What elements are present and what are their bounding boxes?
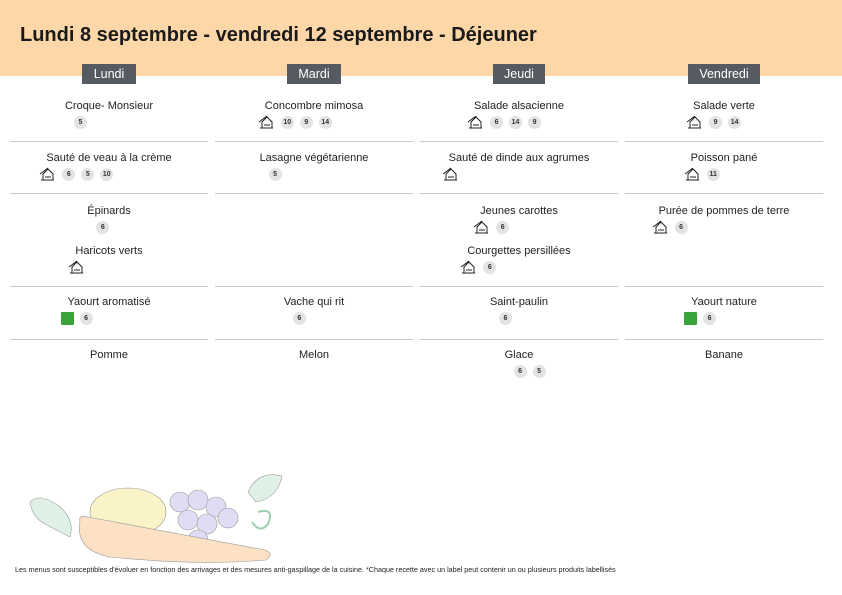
organic-label-icon [684, 312, 697, 325]
row-separator [420, 286, 618, 287]
row-separator [215, 286, 413, 287]
row-separator [215, 141, 413, 142]
allergen-badge: 9 [709, 116, 722, 129]
dish-name: Salade verte [693, 100, 755, 112]
dish-markers [652, 220, 688, 234]
dish-name: Salade alsacienne [474, 100, 564, 112]
dish-name: Vache qui rit [283, 296, 345, 308]
allergen-badge: 6 [496, 221, 509, 234]
dish-name: Yaourt nature [691, 296, 757, 308]
allergen-badge: 9 [300, 116, 313, 129]
day-column-3 [625, 64, 823, 384]
dish-markers [686, 115, 741, 129]
home-made-icon [684, 167, 701, 181]
dish-markers [269, 167, 282, 181]
dish-name: Pomme [90, 349, 128, 361]
day-label: Jeudi [493, 64, 545, 84]
dish-name: Lasagne végétarienne [259, 152, 369, 164]
allergen-badge: 6 [293, 312, 306, 325]
allergen-badge: 11 [707, 168, 720, 181]
page-title: Lundi 8 septembre - vendredi 12 septembre - Déjeuner [20, 24, 537, 46]
allergen-badge: 6 [499, 312, 512, 325]
dish-name: Haricots verts [75, 245, 143, 257]
home-made-icon [686, 115, 703, 129]
dish-markers [499, 311, 512, 325]
dish-name: Croque- Monsieur [64, 100, 154, 112]
home-made-icon [442, 167, 459, 181]
day-column-0 [10, 64, 208, 384]
dish-markers [473, 220, 509, 234]
row-separator [420, 193, 618, 194]
dish-name: Sauté de dinde aux agrumes [448, 152, 590, 164]
row-separator [625, 339, 823, 340]
day-column-1 [215, 64, 413, 384]
home-made-icon [258, 115, 275, 129]
home-made-icon [39, 167, 56, 181]
home-made-icon [652, 220, 669, 234]
allergen-badge: 6 [514, 365, 527, 378]
row-separator [625, 141, 823, 142]
dish-markers [460, 260, 496, 274]
allergen-badge: 5 [533, 365, 546, 378]
dish-name: Yaourt aromatisé [67, 296, 151, 308]
dish-markers [96, 220, 109, 234]
dish-name: Melon [299, 349, 329, 361]
dish-markers [293, 311, 306, 325]
allergen-badge: 6 [483, 261, 496, 274]
day-label: Lundi [82, 64, 136, 84]
dish-name: Jeunes carottes [480, 205, 558, 217]
dish-markers [39, 167, 113, 181]
day-column-2 [420, 64, 618, 384]
dish-name: Purée de pommes de terre [658, 205, 790, 217]
dish-markers [442, 167, 459, 181]
dish-name: Sauté de veau à la crème [46, 152, 172, 164]
row-separator [10, 339, 208, 340]
day-label: Mardi [287, 64, 341, 84]
allergen-badge: 6 [80, 312, 93, 325]
row-separator [420, 141, 618, 142]
allergen-badge: 10 [281, 116, 294, 129]
row-separator [625, 193, 823, 194]
dish-name: Courgettes persillées [467, 245, 571, 257]
dish-name: Concombre mimosa [264, 100, 364, 112]
allergen-badge: 5 [74, 116, 87, 129]
allergen-badge: 5 [269, 168, 282, 181]
dish-markers [68, 260, 85, 274]
row-separator [215, 193, 413, 194]
allergen-badge: 6 [96, 221, 109, 234]
allergen-badge: 9 [528, 116, 541, 129]
dish-markers [74, 115, 87, 129]
dish-markers [684, 167, 720, 181]
day-label: Vendredi [688, 64, 760, 84]
allergen-badge: 14 [728, 116, 741, 129]
home-made-icon [68, 260, 85, 274]
allergen-badge: 6 [675, 221, 688, 234]
dish-markers [467, 115, 541, 129]
dish-markers [514, 364, 546, 378]
allergen-badge: 14 [319, 116, 332, 129]
organic-label-icon [61, 312, 74, 325]
dish-markers [258, 115, 332, 129]
row-separator [10, 286, 208, 287]
row-separator [420, 339, 618, 340]
home-made-icon [473, 220, 490, 234]
disclaimer-footer: Les menus sont susceptibles d'évoluer en fonction des arrivages et des mesures anti-gaspillage de la cuisine. *Chaque recette avec un label peut contenir un ou plusieurs produits labellisés [15, 565, 616, 574]
home-made-icon [467, 115, 484, 129]
allergen-badge: 5 [81, 168, 94, 181]
allergen-badge: 6 [62, 168, 75, 181]
dish-name: Banane [705, 349, 743, 361]
allergen-badge: 6 [490, 116, 503, 129]
dish-name: Épinards [87, 205, 131, 217]
allergen-badge: 14 [509, 116, 522, 129]
dish-name: Poisson pané [690, 152, 758, 164]
row-separator [10, 141, 208, 142]
dish-name: Saint-paulin [489, 296, 549, 308]
allergen-badge: 6 [703, 312, 716, 325]
fruit-vegetable-illustration [20, 462, 290, 567]
row-separator [625, 286, 823, 287]
dish-markers [684, 311, 716, 325]
dish-name: Glace [504, 349, 534, 361]
row-separator [215, 339, 413, 340]
dish-markers [61, 311, 93, 325]
allergen-badge: 10 [100, 168, 113, 181]
row-separator [10, 193, 208, 194]
home-made-icon [460, 260, 477, 274]
